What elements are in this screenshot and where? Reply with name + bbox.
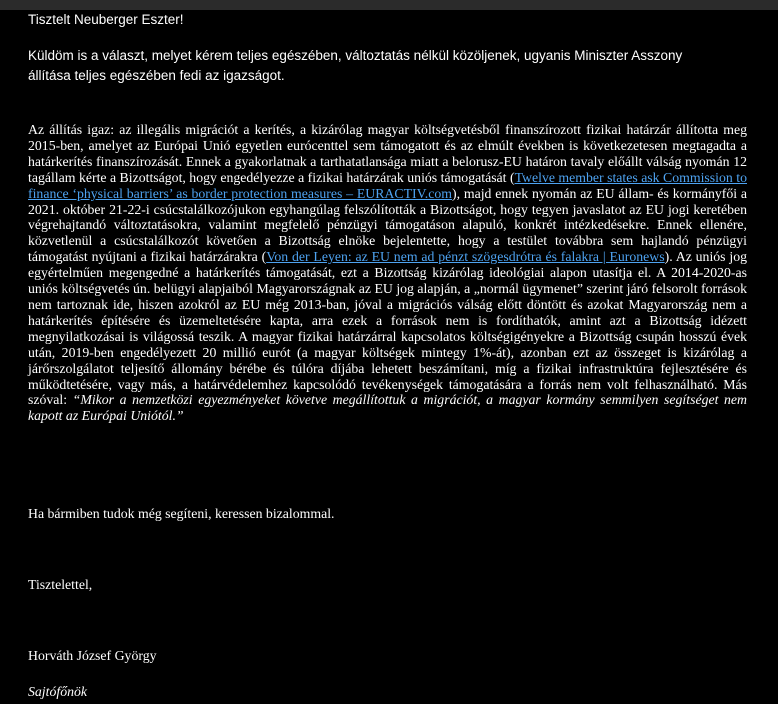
window-top-bar <box>0 0 778 10</box>
email-greeting: Tisztelt Neuberger Eszter! <box>28 12 184 27</box>
sender-name: Horváth József György <box>28 648 157 663</box>
email-closing: Tisztelettel, <box>28 577 93 592</box>
email-main-paragraph <box>28 122 747 424</box>
paragraph-text-3: ). Az uniós jog egyértelműen megengedné a határkerítés támogatását, ezt a Bizottság kizárólag ideológiai alapon utasítja el. A 2014-2020-as uniós költségvetés ún. belügyi alapjaiból Magyarországnak az EU jog alapján, a „normál ügymenet” szerint járó felsorolt források nem tartoznak ide, hiszen azokról az EU még 2013-ban, jóval a migrációs válság előtt döntött és azokat Magyarország nem a határkerítés építésére és üzemeltetésére kapta, arra ezek a források nem is fordíthatók, amint azt a Bizottság idézett megnyilatkozásai is világossá teszik. A magyar fizikai határzárral kapcsolatos költségigényekre a Bizottság csupán hosszú évek után, 2019-ben engedélyezett 20 millió eurót (a magyar költségek mintegy 1%-át), azonban ezt az összeget is kizárólag a járőrszolgálatot teljesítő állomány bérébe és túlóra díjába lehetett beszámítani, míg a fizikai infrastruktúra fejlesztésére és működtetésére, vagy más, a határvédelemhez kapcsolódó tevékenységek támogatására a forrás nem volt felhasználható. Más szóval: <box>28 249 747 408</box>
paragraph-text-2: ), majd ennek nyomán az EU állam- és kormányfői a 2021. október 21-22-i csúcstalálkozójukon egyhangúlag felszólították a Bizottságot, hogy tegyen javaslatot az EU jogi keretében végrehajtandó változtatásokra, valamint megfelelő pénzügyi támogatáson alapuló, konkrét intézkedésekre. Ennek ellenére, közvetlenül a csúcstalálkozót követően a Bizottság elnöke bejelentette, hogy a testület továbbra sem hajlandó pénzügyi támogatást nyújtani a fizikai határzárakra ( <box>28 185 747 265</box>
email-body <box>0 10 778 704</box>
paragraph-text-1: Az állítás igaz: az illegális migrációt a kerítés, a kizárólag magyar költségvetésből finanszírozott fizikai határzár állította meg 2015-ben, amelyet az Európai Unió egyetlen eurócenttel sem támogatott és az elmúlt években is következetesen megtagadta a határkerítés finanszírozását. Ennek a gyakorlatnak a tarthatatlansága miatt a belorusz-EU határon tavaly előállt válság nyomán 12 tagállam kérte a Bizottságot, hogy engedélyezze a fizikai határzárak uniós támogatását ( <box>28 122 747 185</box>
sender-title: Sajtófőnök <box>28 684 88 699</box>
italic-quote: “Mikor a nemzetközi egyezményeket követve megállítottuk a migrációt, a magyar kormány semmilyen segítséget nem kapott az Európai Uniótól.” <box>28 392 747 424</box>
euronews-article-link[interactable]: Von der Leyen: az EU nem ad pénzt szögesdrótra és falakra | Euronews <box>266 249 665 265</box>
email-intro: Küldöm is a választ, melyet kérem teljes egészében, változtatás nélkül közöljenek, ugyanis Miniszter Asszony állítása teljes egészében fedi az igazságot. <box>28 48 683 83</box>
email-help-line: Ha bármiben tudok még segíteni, keressen bizalommal. <box>28 506 335 521</box>
euractiv-article-link[interactable]: Twelve member states ask Commission to finance ‘physical barriers’ as border protection measures – EURACTIV.com <box>28 169 747 201</box>
